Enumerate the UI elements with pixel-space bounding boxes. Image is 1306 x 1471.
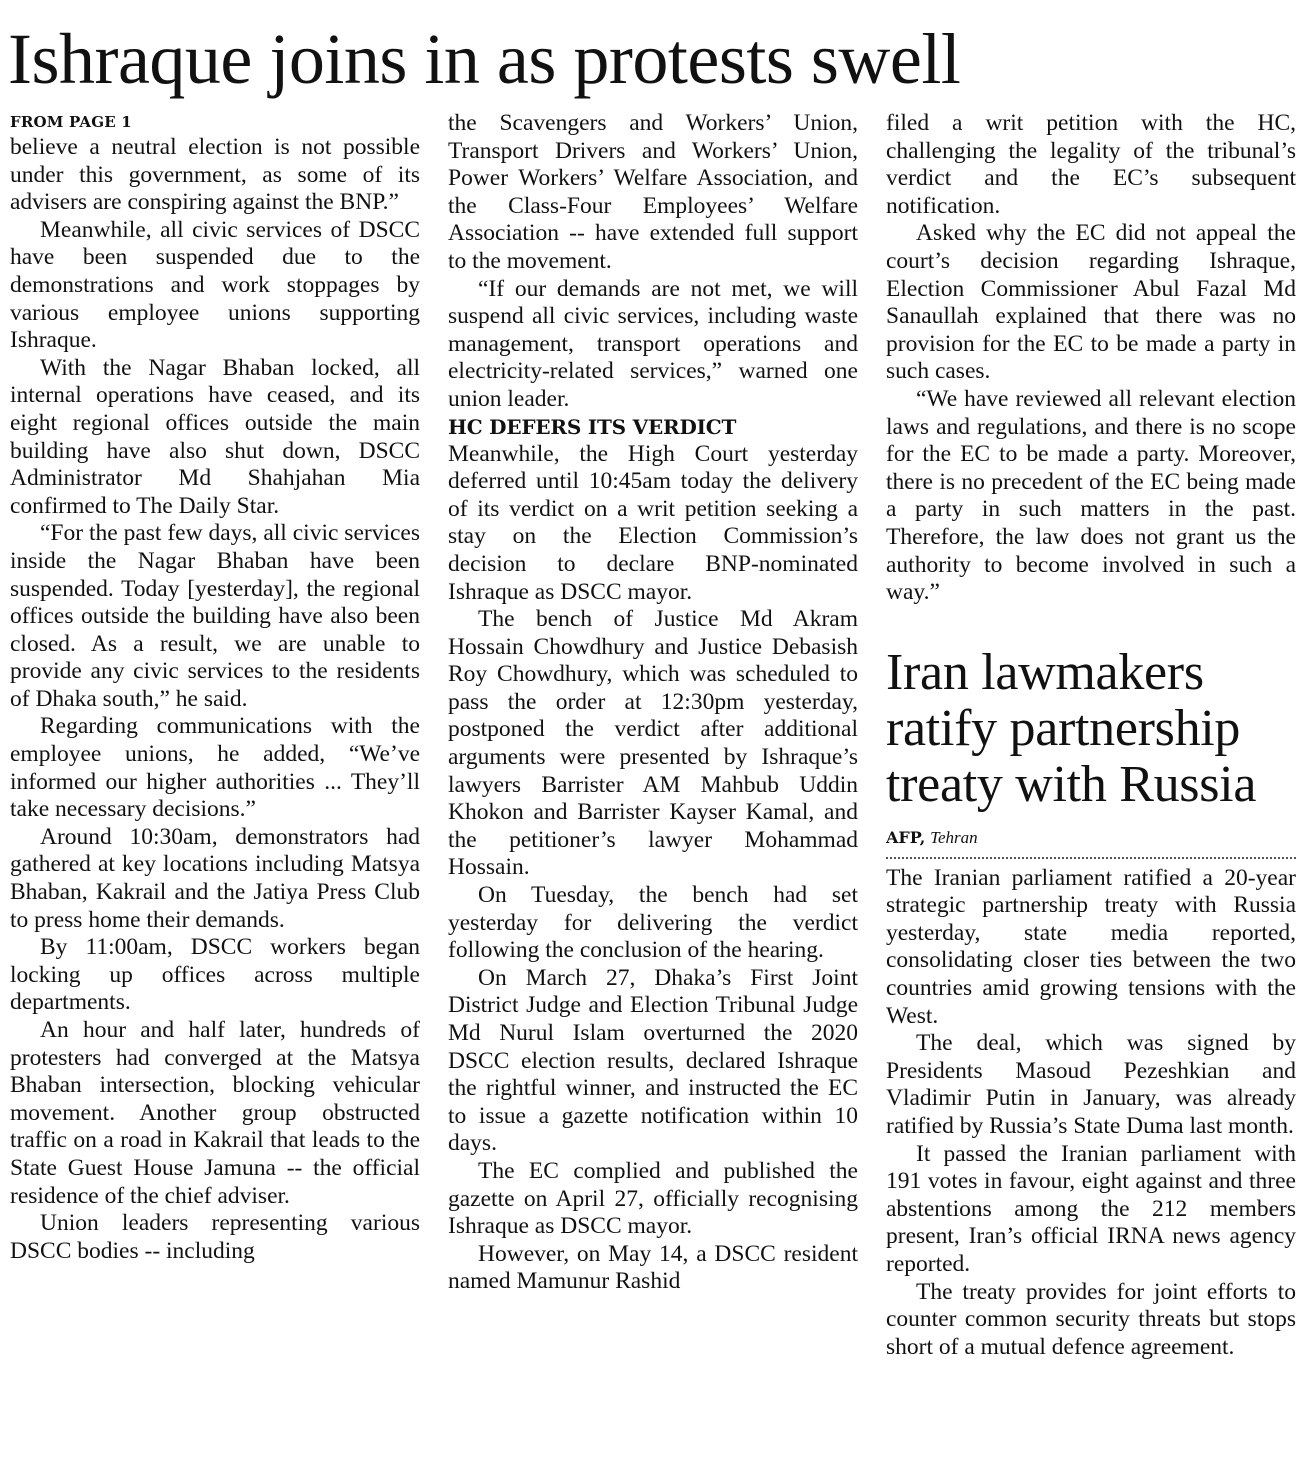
secondary-headline: Iran lawmakers ratify partnership treaty with Russia (886, 643, 1257, 813)
body-paragraph: The treaty provides for joint efforts to counter common security threats but stops short of a mutual defence agreement. (886, 1278, 1296, 1360)
dotted-divider (886, 857, 1296, 859)
body-paragraph: It passed the Iranian parliament with 191 votes in favour, eight against and three abstentions among the 212 members present, Iran’s official IRNA news agency reported. (886, 1140, 1296, 1277)
body-paragraph: The EC complied and published the gazette on April 27, officially recognising Ishraque as DSCC mayor. (448, 1157, 858, 1240)
body-paragraph: filed a writ petition with the HC, challenging the legality of the tribunal’s verdict and the EC’s subsequent notification. (886, 110, 1296, 219)
article-column-1 (10, 110, 420, 1465)
body-paragraph: On Tuesday, the bench had set yesterday for delivering the verdict following the conclusion of the hearing. (448, 882, 858, 964)
body-paragraph: The bench of Justice Md Akram Hossain Chowdhury and Justice Debasish Roy Chowdhury, which was scheduled to pass the order at 12:30pm yesterday, postponed the verdict after additional arguments were presented by Ishraque’s lawyers Barrister AM Mahbub Uddin Khokon and Barrister Kayser Kamal, and the petitioner’s lawyer Mohammad Hossain. (448, 606, 858, 881)
body-paragraph: Union leaders representing various DSCC bodies -- including (10, 1210, 420, 1264)
body-paragraph: the Scavengers and Workers’ Union, Transport Drivers and Workers’ Union, Power Workers’ Welfare Association, and the Class-Four Employees’ Welfare Association -- have extended full support to the movement. (448, 110, 858, 274)
byline-agency: AFP, (886, 827, 926, 847)
byline-dateline: Tehran (930, 827, 978, 847)
body-paragraph: An hour and half later, hundreds of protesters had converged at the Matsya Bhaban intersection, blocking vehicular movement. Another group obstructed traffic on a road in Kakrail that leads to the State Guest House Jamuna -- the official residence of the chief adviser. (10, 1017, 420, 1209)
body-paragraph: Around 10:30am, demonstrators had gathered at key locations including Matsya Bhaban, Kakrail and the Jatiya Press Club to press home their demands. (10, 823, 420, 933)
continuation-kicker: FROM PAGE 1 (10, 113, 132, 131)
body-paragraph: Meanwhile, the High Court yesterday deferred until 10:45am today the delivery of its verdict on a writ petition seeking a stay on the Election Commission’s decision to declare BNP-nominated Ishraque as DSCC mayor. (448, 440, 858, 605)
body-paragraph: The deal, which was signed by Presidents Masoud Pezeshkian and Vladimir Putin in January, was already ratified by Russia’s State Duma last month. (886, 1030, 1296, 1140)
body-paragraph: With the Nagar Bhaban locked, all internal operations have ceased, and its eight regional offices outside the main building have also shut down, DSCC Administrator Md Shahjahan Mia confirmed to The Daily Star. (10, 354, 420, 519)
body-paragraph: By 11:00am, DSCC workers began locking up offices across multiple departments. (10, 934, 420, 1016)
body-paragraph: Meanwhile, all civic services of DSCC have been suspended due to the demonstrations and work stoppages by various employee unions supporting Ishraque. (10, 216, 420, 354)
body-paragraph: Asked why the EC did not appeal the court’s decision regarding Ishraque, Election Commissioner Abul Fazal Md Sanaullah explained that there was no provision for the EC to be made a party in such cases. (886, 220, 1296, 385)
byline (886, 827, 1296, 849)
body-paragraph: “We have reviewed all relevant election laws and regulations, and there is no scope for the EC to be made a party. Moreover, there is no precedent of the EC being made a party in such matters in the past. Therefore, the law does not grant us the authority to become involved in such a way.” (886, 385, 1296, 606)
body-paragraph: The Iranian parliament ratified a 20-year strategic partnership treaty with Russia yesterday, state media reported, consolidating closer ties between the two countries amid growing tensions with the West. (886, 864, 1296, 1029)
article-column-2 (448, 110, 858, 1465)
body-paragraph: believe a neutral election is not possible under this government, as some of its advisers are conspiring against the BNP.” (10, 134, 420, 216)
article-column-3 (886, 110, 1296, 1465)
section-subhead: HC DEFERS ITS VERDICT (448, 414, 737, 439)
body-paragraph: “If our demands are not met, we will suspend all civic services, including waste management, transport operations and electricity-related services,” warned one union leader. (448, 275, 858, 412)
body-paragraph: On March 27, Dhaka’s First Joint District Judge and Election Tribunal Judge Md Nurul Islam overturned the 2020 DSCC election results, declared Ishraque the rightful winner, and instructed the EC to issue a gazette notification within 10 days. (448, 964, 858, 1157)
body-paragraph: However, on May 14, a DSCC resident named Mamunur Rashid (448, 1240, 858, 1295)
page-headline: Ishraque joins in as protests swell (8, 19, 961, 99)
body-paragraph: Regarding communications with the employee unions, he added, “We’ve informed our higher authorities ... They’ll take necessary decisions.” (10, 713, 420, 823)
body-paragraph: “For the past few days, all civic services inside the Nagar Bhaban have been suspended. Today [yesterday], the regional offices outside the building have also been closed. As a result, we are unable to provide any civic services to the residents of Dhaka south,” he said. (10, 520, 420, 712)
